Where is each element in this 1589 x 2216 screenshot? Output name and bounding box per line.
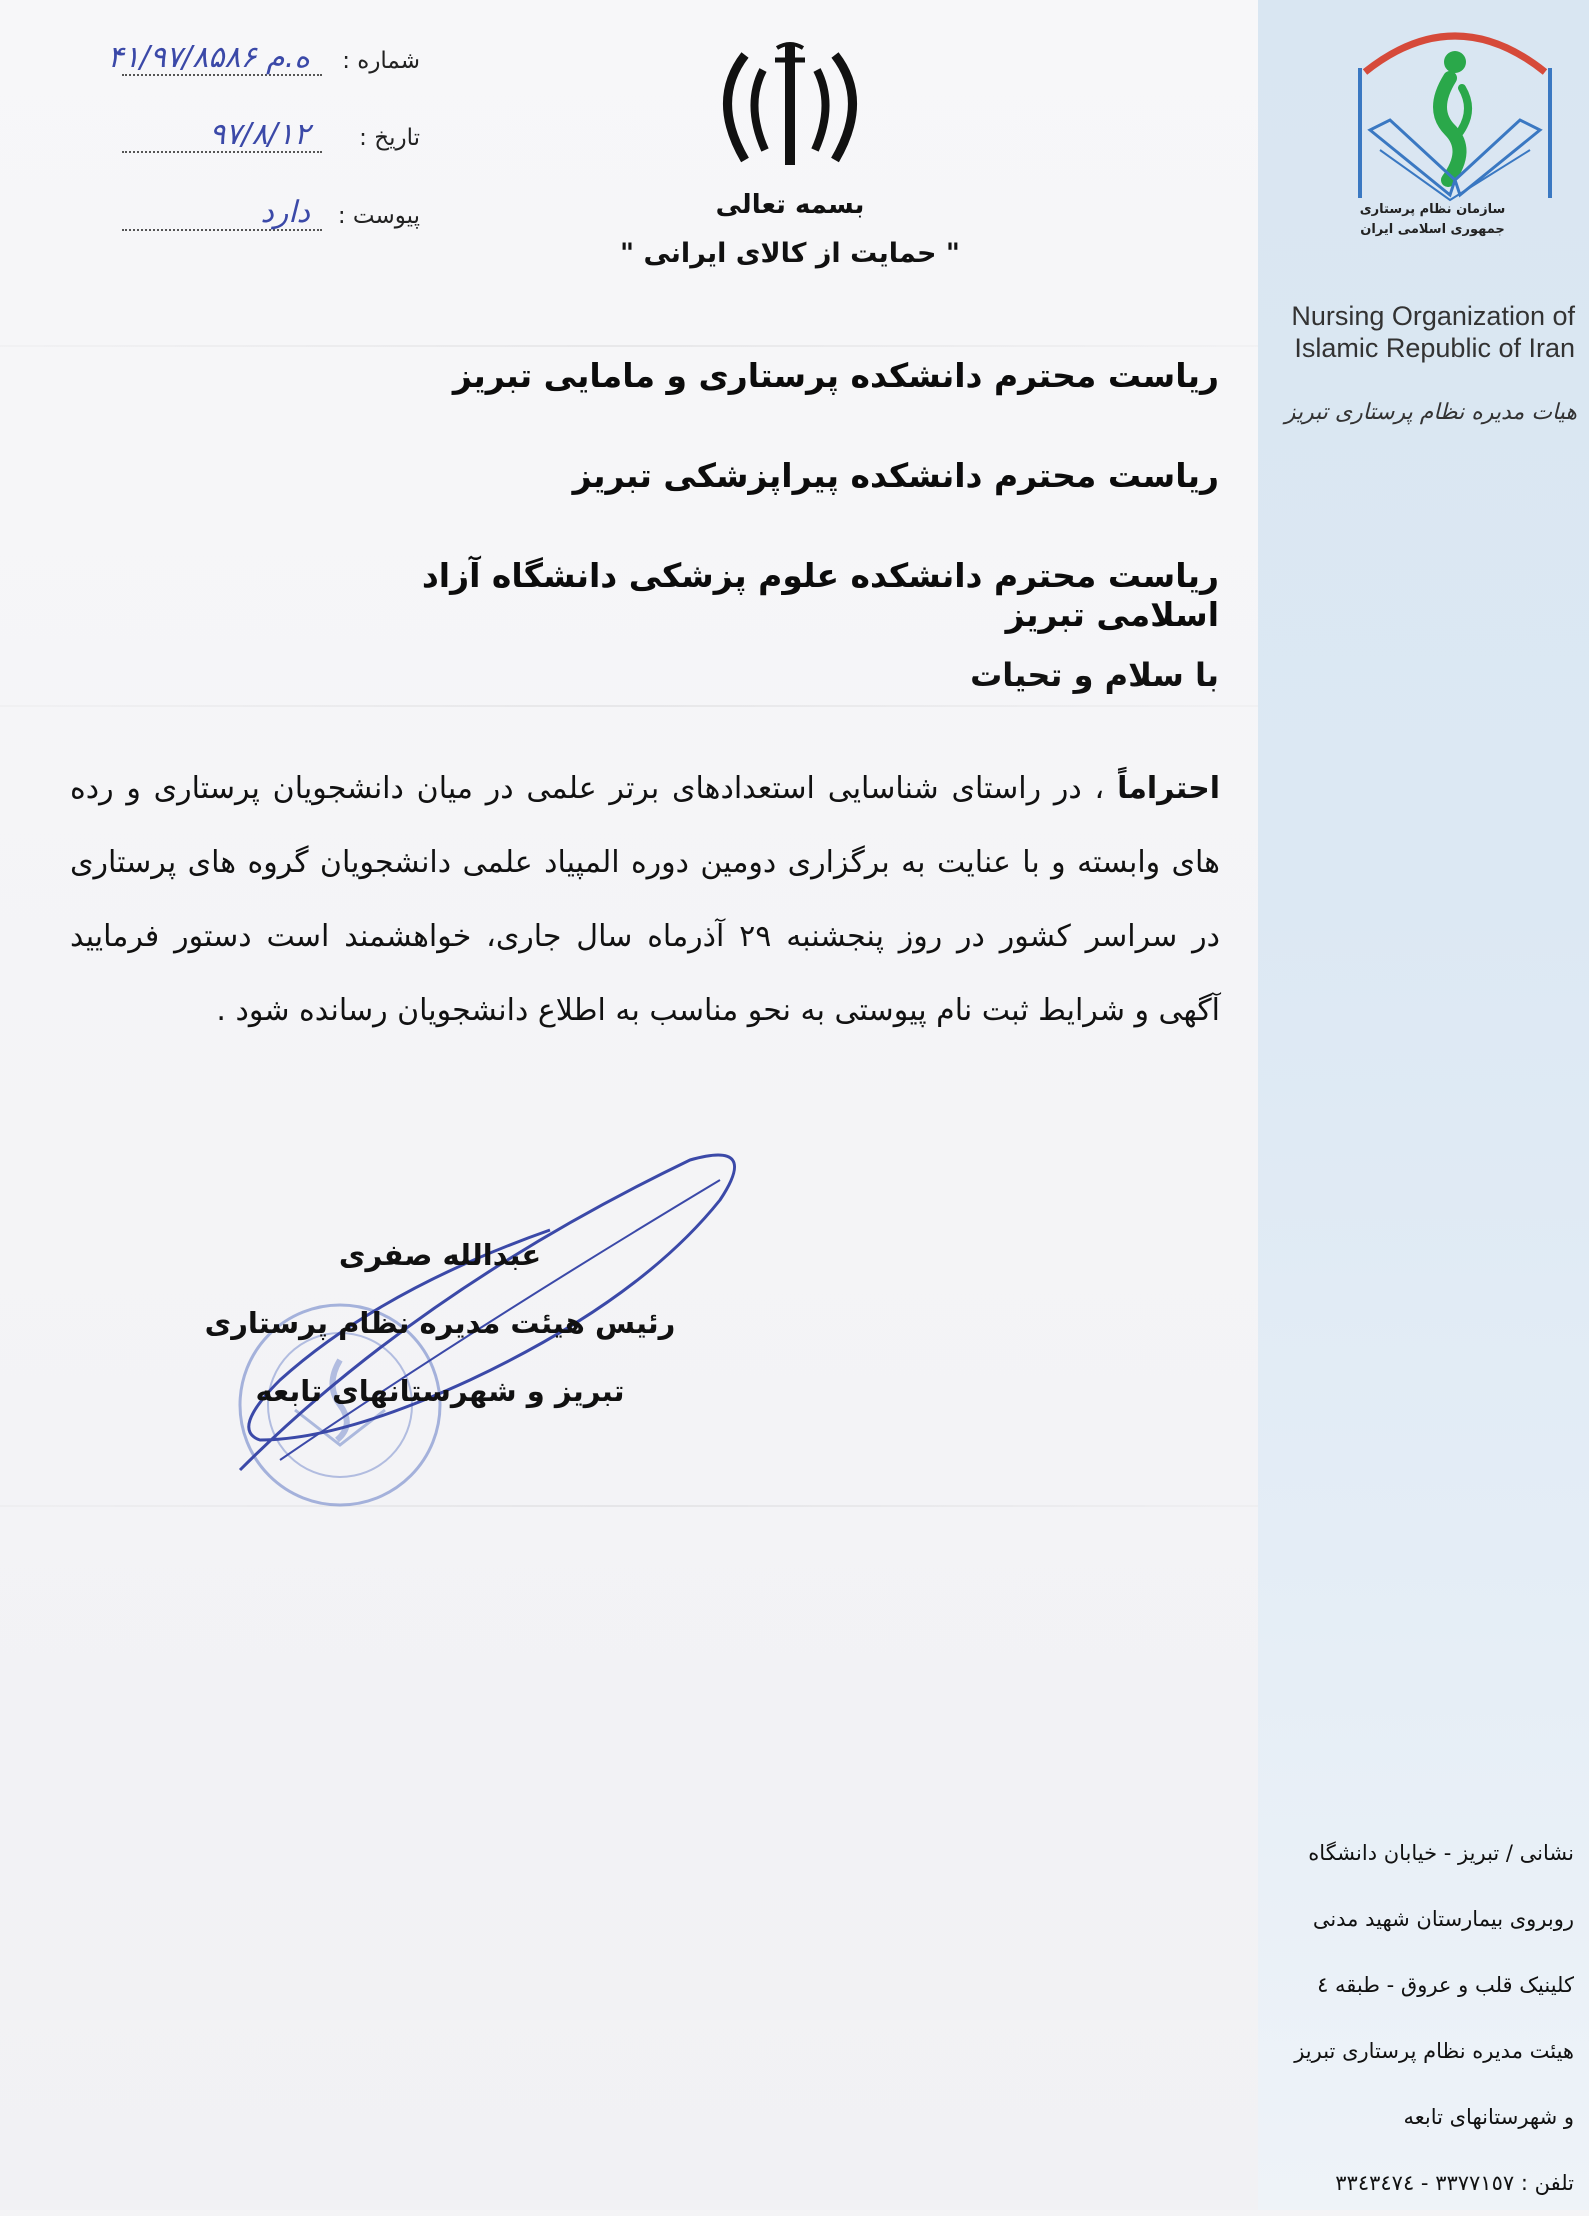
motto-heading: " حمایت از کالای ایرانی " [620,238,960,269]
phone-line: تلفن : ٣٣٧٧١٥٧ - ٣٣٤٣٤٧٤ [1335,2171,1574,2195]
body-lead: احتراماً [1117,771,1220,806]
iran-emblem-icon [705,40,875,175]
address-line: نشانی / تبریز - خیابان دانشگاه [1308,1841,1574,1865]
letter-number-field [90,40,430,92]
address-line: روبروی بیمارستان شهید مدنی [1312,1907,1574,1931]
paper-fold-line [0,705,1260,707]
date-label: تاریخ : [359,125,420,151]
recipient-line: ریاست محترم دانشکده علوم پزشکی دانشگاه آزاد اسلامی تبریز [421,556,1219,634]
attachment-label: پیوست : [337,203,420,229]
signatory-title: رئیس هیئت مدیره نظام پرستاری [204,1306,676,1340]
signatory-title-line2: تبریز و شهرستانهای تابعه [255,1374,625,1408]
date-value: ۹۷/۸/۱۲ [209,117,310,152]
letter-attachment-field [90,195,430,247]
number-value: ۴۱/۹۷/۸۵۸۶ ه.م [107,40,310,75]
letter-date-field [90,117,430,169]
address-block [1262,1820,1574,2216]
org-name-fa-line1: سازمان نظام پرستاری [1359,202,1506,217]
recipient-line: ریاست محترم دانشکده پرستاری و مامایی تبریز [452,356,1219,395]
signatory-name: عبدالله صفری [338,1238,542,1272]
recipient-line: ریاست محترم دانشکده پیراپزشکی تبریز [572,456,1219,495]
address-line: کلینیک قلب و عروق - طبقه ٤ [1317,1973,1574,1997]
org-name-en-line1: Nursing Organization of [1291,301,1575,331]
greeting: با سلام و تحیات [970,656,1219,694]
attachment-value: دارد [260,195,310,230]
letter-body [70,752,1220,1048]
paper-fold-line [0,345,1260,347]
address-line: و شهرستانهای تابعه [1403,2105,1574,2129]
body-paragraph: ، در راستای شناسایی استعدادهای برتر علمی در میان دانشجویان پرستاری و رده های وابسته و با عنایت به برگزاری دومین دوره المپیاد علمی دانشجویان گروه های پرستاری در سراسر کشور در روز پنجشنبه ۲۹ آذرماه سال جاری، خواهشمند است دستور فرمایید آگهی و شرایط ثبت نام پیوستی به نحو مناسب به اطلاع دانشجویان رسانده شود . [70,771,1220,1028]
number-label: شماره : [342,48,420,74]
address-line: هیئت مدیره نظام پرستاری تبریز [1294,2039,1574,2063]
org-name-persian [1305,200,1560,240]
org-name-english [1270,300,1575,364]
org-name-en-line2: Islamic Republic of Iran [1294,333,1575,363]
paper-fold-line [0,1505,1260,1507]
bismillah-heading: بسمه تعالی [715,190,865,220]
board-subtitle: هیات مدیره نظام پرستاری تبریز [1284,400,1577,425]
org-name-fa-line2: جمهوری اسلامی ایران [1360,222,1505,237]
